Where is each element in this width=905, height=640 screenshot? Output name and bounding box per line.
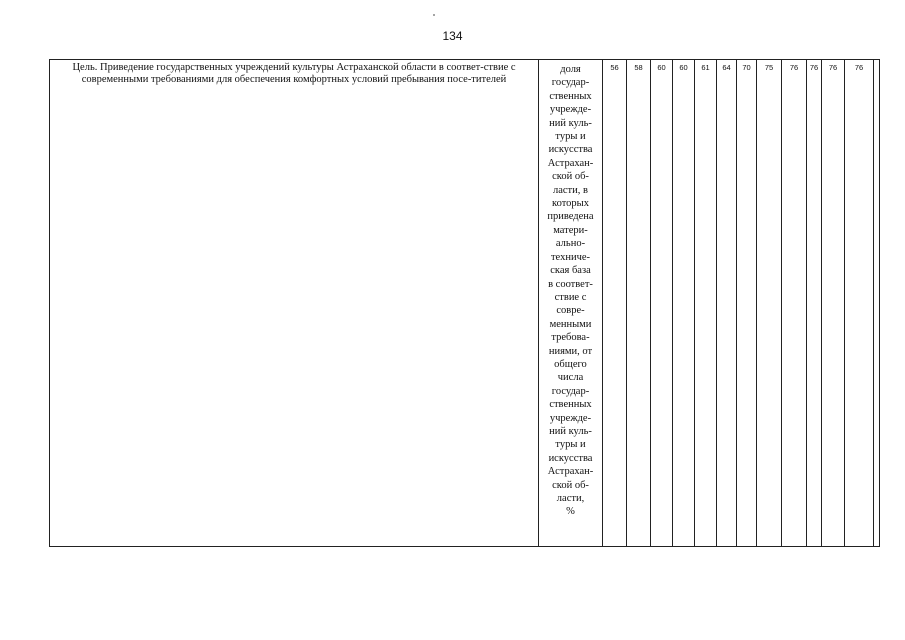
indicator-line: ласти, [556, 493, 585, 504]
indicator-line: которых [552, 198, 589, 210]
page-number: 134 [442, 29, 463, 43]
value-cell: 56 [603, 60, 627, 547]
indicator-line: ний куль- [549, 425, 592, 437]
value-cell: 76 [845, 60, 874, 547]
value-cell: 76 [822, 60, 845, 547]
indicator-table [49, 59, 880, 547]
indicator-line: общего [554, 358, 587, 370]
indicator-line: % [566, 506, 575, 518]
indicator-line: ниями, от [548, 345, 593, 357]
indicator-line: матери- [553, 224, 588, 236]
indicator-text [546, 63, 596, 519]
value-cell: 70 [737, 60, 757, 547]
indicator-line: ской об- [552, 171, 589, 183]
goal-text: Цель. Приведение государственных учреждений культуры Астраханской области в соответ-ствие с современными требованиями для обеспечения комфортных условий пребывания посе-тителей [72, 62, 516, 85]
indicator-line: ская база [550, 265, 591, 277]
indicator-line: техниче- [550, 251, 591, 263]
indicator-line: совре- [556, 305, 585, 317]
value-cell: 61 [695, 60, 717, 547]
table-row [50, 60, 880, 547]
indicator-line: туры и [555, 131, 586, 143]
indicator-line: учрежде- [549, 412, 592, 424]
indicator-line: туры и [555, 439, 586, 451]
indicator-line: ственных [549, 399, 592, 411]
value-cell: 60 [673, 60, 695, 547]
indicator-line: ственных [549, 90, 592, 102]
indicator-line: Астрахан- [547, 466, 594, 478]
indicator-cell [539, 60, 603, 547]
value-cell: 76 [782, 60, 807, 547]
indicator-line: ласти, в [553, 184, 588, 196]
indicator-line: искусства [548, 144, 593, 156]
indicator-line: государ- [551, 77, 590, 89]
indicator-line: ской об- [552, 479, 589, 491]
indicator-line: в соответ- [548, 278, 593, 290]
value-cell: 75 [757, 60, 782, 547]
empty-cell [874, 60, 880, 547]
indicator-line: Астрахан- [547, 157, 594, 169]
indicator-line: менными [549, 318, 592, 330]
indicator-line: ально- [555, 238, 586, 250]
goal-cell [50, 60, 539, 547]
scan-speck [433, 14, 435, 16]
indicator-line: ствие с [554, 291, 587, 303]
value-cell: 58 [627, 60, 651, 547]
indicator-line: приведена [547, 211, 594, 223]
indicator-line: учрежде- [549, 104, 592, 116]
indicator-line: требова- [551, 332, 590, 344]
indicator-line: искусства [548, 452, 593, 464]
indicator-line: ний куль- [549, 117, 592, 129]
value-cell: 64 [717, 60, 737, 547]
value-cell: 76 [807, 60, 822, 547]
indicator-line: доля [560, 64, 581, 75]
indicator-line: государ- [551, 385, 590, 397]
value-cell: 60 [651, 60, 673, 547]
indicator-line: числа [557, 372, 584, 384]
